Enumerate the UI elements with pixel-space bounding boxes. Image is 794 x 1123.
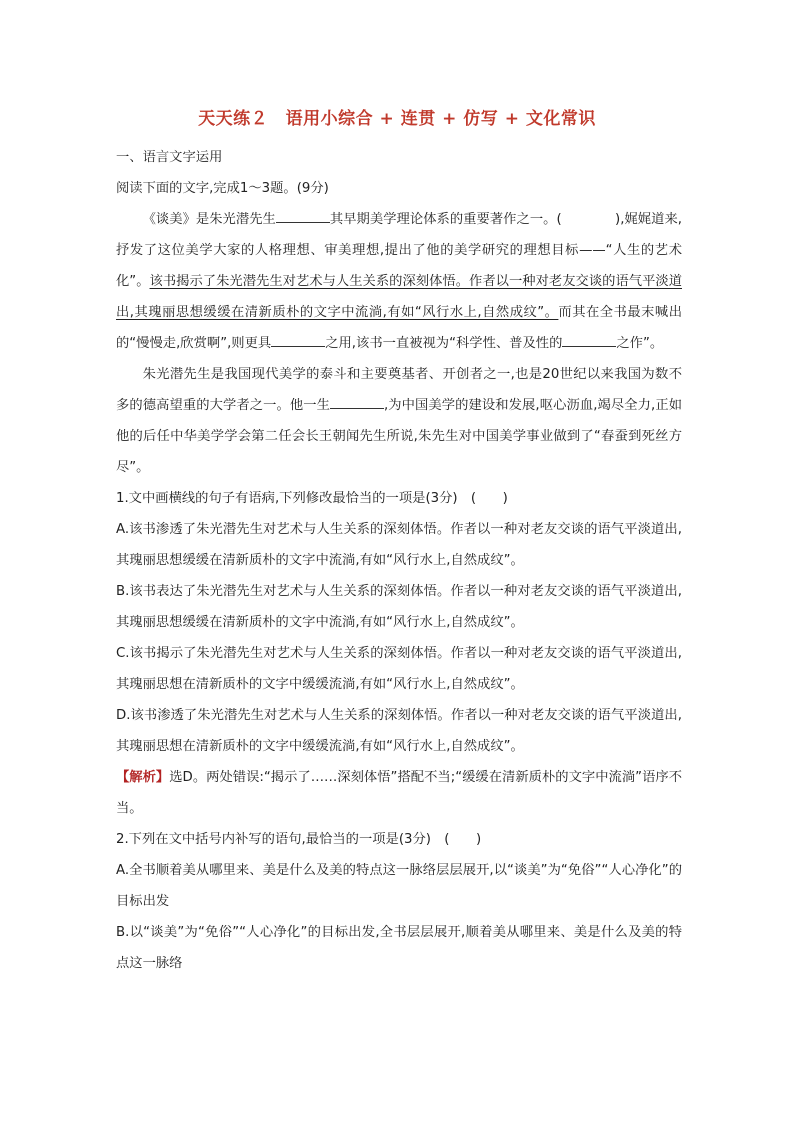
question-1-analysis: 【解析】选D。两处错误:“揭示了……深刻体悟”搭配不当;“缓缓在清新质朴的文字中流淌”语序不当。 bbox=[116, 770, 682, 816]
question-1-option-d: D.该书渗透了朱光潜先生对艺术与人生关系的深刻体悟。作者以一种对老友交谈的语气平淡道出,其瑰丽思想在清新质朴的文字中缓缓流淌,有如“风行水上,自然成纹”。 bbox=[116, 708, 682, 754]
fill-blank-1 bbox=[276, 210, 330, 223]
question-1-option-a: A.该书渗透了朱光潜先生对艺术与人生关系的深刻体悟。作者以一种对老友交谈的语气平淡道出,其瑰丽思想缓缓在清新质朴的文字中流淌,有如“风行水上,自然成纹”。 bbox=[116, 522, 682, 568]
analysis-tag: 【解析】 bbox=[116, 770, 170, 785]
question-1-option-b: B.该书表达了朱光潜先生对艺术与人生关系的深刻体悟。作者以一种对老友交谈的语气平淡道出,其瑰丽思想缓缓在清新质朴的文字中流淌,有如“风行水上,自然成纹”。 bbox=[116, 584, 682, 630]
question-2-stem: 2.下列在文中括号内补写的语句,最恰当的一项是(3分) ( ) bbox=[116, 832, 482, 847]
passage-paragraph-1: 《谈美》是朱光潜先生 其早期美学理论体系的重要著作之一。( ),娓娓道来,抒发了这位美学大家的人格理想、审美理想,提出了他的美学研究的理想目标——“人生的艺术化”。该书揭示了朱光潜先生对艺术与人生关系的深刻体悟。作者以一种对老友交谈的语气平淡道出,其瑰丽思想缓缓在清新质朴的文字中流淌,有如“风行水上,自然成纹”。而其在全书最末喊出的“慢慢走,欣赏啊”,则更具 之用,该书一直被视为“科学性、普及性的 之作”。 bbox=[116, 212, 682, 351]
content-body bbox=[116, 142, 682, 979]
instruction: 阅读下面的文字,完成1～3题。(9分) bbox=[116, 181, 329, 196]
fill-blank-3 bbox=[562, 334, 616, 347]
question-1-stem: 1.文中画横线的句子有语病,下列修改最恰当的一项是(3分) ( ) bbox=[116, 491, 508, 506]
section-heading: 一、语言文字运用 bbox=[116, 150, 223, 165]
passage-paragraph-2: 朱光潜先生是我国现代美学的泰斗和主要奠基者、开创者之一,也是20世纪以来我国为数不多的德高望重的大学者之一。他一生 ,为中国美学的建设和发展,呕心沥血,竭尽全力,正如他的后任中华美学学会第二任会长王朝闻先生所说,朱先生对中国美学事业做到了“春蚕到死丝方尽”。 bbox=[116, 367, 683, 475]
page-title: 天天练２ 语用小综合 + 连贯 + 仿写 + 文化常识 bbox=[198, 109, 596, 129]
underlined-sentence: 该书揭示了朱光潜先生对艺术与人生关系的深刻体悟。作者以一种对老友交谈的语气平淡道出,其瑰丽思想缓缓在清新质朴的文字中流淌,有如“风行水上,自然成纹”。 bbox=[116, 274, 682, 320]
question-2-option-a: A.全书顺着美从哪里来、美是什么及美的特点这一脉络层层展开,以“谈美”为“免俗”“人心净化”的目标出发 bbox=[116, 863, 682, 909]
question-2-option-b: B.以“谈美”为“免俗”“人心净化”的目标出发,全书层层展开,顺着美从哪里来、美是什么及美的特点这一脉络 bbox=[116, 925, 682, 971]
fill-blank-4 bbox=[330, 396, 384, 409]
fill-blank-2 bbox=[271, 334, 325, 347]
question-1-option-c: C.该书揭示了朱光潜先生对艺术与人生关系的深刻体悟。作者以一种对老友交谈的语气平淡道出,其瑰丽思想在清新质朴的文字中缓缓流淌,有如“风行水上,自然成纹”。 bbox=[116, 646, 682, 692]
